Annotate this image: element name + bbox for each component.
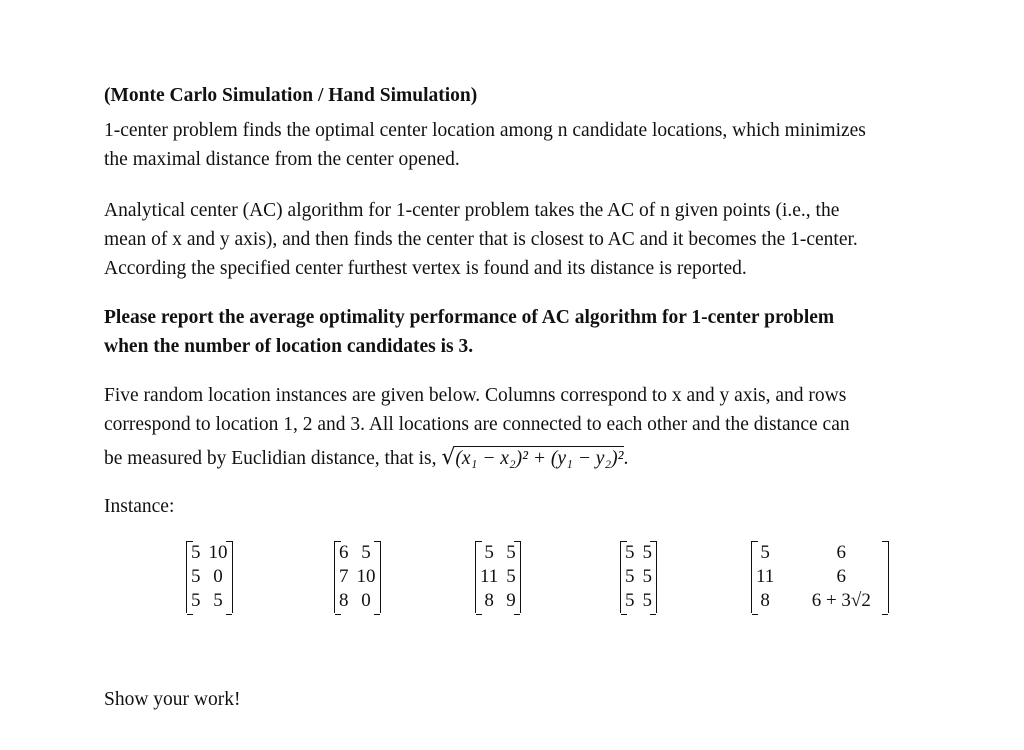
para3-line3 <box>104 447 628 469</box>
instance-matrix-1 <box>186 541 233 613</box>
instance-matrix-4 <box>620 541 657 613</box>
para2-line2: mean of x and y axis), and then finds the center that is closest to AC and it becomes the 1-center. <box>104 229 858 250</box>
cell: 5 <box>760 542 770 563</box>
para1-line2: the maximal distance from the center opened. <box>104 149 460 170</box>
cell: 6 + 3√2 <box>811 590 871 611</box>
question-line2: when the number of location candidates is 3. <box>104 336 474 357</box>
instance-matrix-5 <box>751 541 889 613</box>
cell: 7 <box>339 566 349 587</box>
cell: 5 <box>361 542 371 563</box>
cell: 6 <box>836 542 847 563</box>
para3-line3-prefix: be measured by Euclidian distance, that is, <box>104 448 442 469</box>
cell: 5 <box>625 542 635 563</box>
cell: 5 <box>213 590 223 611</box>
cell: 5 <box>642 542 652 563</box>
para2-line1: Analytical center (AC) algorithm for 1-center problem takes the AC of n given points (i.e., the <box>104 200 840 221</box>
cell: 5 <box>642 590 652 611</box>
instance-label: Instance: <box>104 496 175 517</box>
sqrt-symbol: √ <box>441 445 456 470</box>
cell: 0 <box>361 590 371 611</box>
cell: 10 <box>356 566 376 587</box>
para3-line3-suffix: . <box>623 448 629 469</box>
cell: 6 <box>339 542 349 563</box>
question-line1: Please report the average optimality performance of AC algorithm for 1-center problem <box>104 307 835 328</box>
cell: 5 <box>484 542 494 563</box>
cell: 5 <box>506 542 516 563</box>
cell: 5 <box>625 566 635 587</box>
cell: 6 <box>836 566 847 587</box>
cell: 8 <box>339 590 349 611</box>
cell: 5 <box>625 590 635 611</box>
cell: 8 <box>484 590 494 611</box>
cell: 5 <box>191 566 201 587</box>
cell: 0 <box>213 566 223 587</box>
cell: 11 <box>480 566 499 587</box>
cell: 5 <box>191 590 201 611</box>
instance-matrix-3 <box>475 541 521 613</box>
para1-line1: 1-center problem finds the optimal center location among n candidate locations, which minimizes <box>104 120 866 141</box>
euclidean-formula <box>441 447 623 469</box>
title: (Monte Carlo Simulation / Hand Simulation) <box>104 85 478 106</box>
cell: 5 <box>642 566 652 587</box>
cell: 8 <box>760 590 770 611</box>
footer-instruction: Show your work! <box>104 689 241 710</box>
cell: 5 <box>191 542 201 563</box>
cell: 9 <box>506 590 516 611</box>
para2-line3: According the specified center furthest vertex is found and its distance is reported. <box>104 258 747 279</box>
cell: 10 <box>208 542 228 563</box>
para3-line1: Five random location instances are given below. Columns correspond to x and y axis, and rows <box>104 385 847 406</box>
instance-matrix-2 <box>334 541 381 613</box>
cell: 11 <box>756 566 775 587</box>
cell: 5 <box>506 566 516 587</box>
para3-line2: correspond to location 1, 2 and 3. All locations are connected to each other and the distance can <box>104 414 850 435</box>
formula-radicand: (x₁ − x₂)² + (y₁ − y₂)² <box>455 448 624 469</box>
